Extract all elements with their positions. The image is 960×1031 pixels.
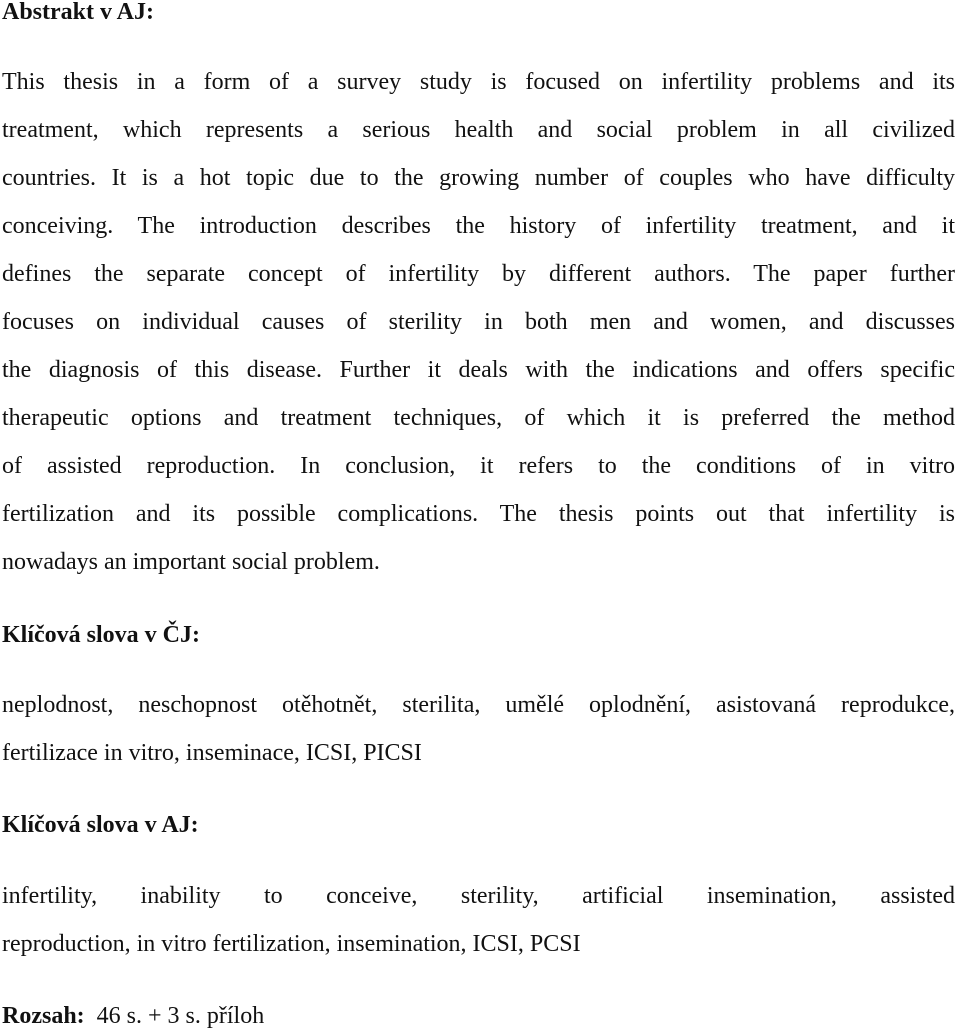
keywords-cz-line: fertilizace in vitro, inseminace, ICSI, PICSI	[2, 740, 422, 766]
abstract-line: the diagnosis of this disease. Further it deals with the indications and offers specific	[2, 357, 955, 383]
abstract-heading: Abstrakt v AJ:	[2, 0, 155, 25]
abstract-line: countries. It is a hot topic due to the growing number of couples who have difficulty	[2, 165, 955, 191]
keywords-cz-line: neplodnost, neschopnost otěhotnět, sterilita, umělé oplodnění, asistovaná reprodukce,	[2, 692, 955, 718]
scope-value: 46 s. + 3 s. příloh	[96, 1003, 265, 1029]
abstract-line: therapeutic options and treatment techniques, of which it is preferred the method	[2, 405, 955, 431]
abstract-line: conceiving. The introduction describes the history of infertility treatment, and it	[2, 213, 955, 239]
keywords-cz-heading: Klíčová slova v ČJ:	[2, 622, 200, 648]
abstract-line: of assisted reproduction. In conclusion, it refers to the conditions of in vitro	[2, 453, 955, 479]
keywords-en-heading: Klíčová slova v AJ:	[2, 812, 199, 838]
keywords-en-line: infertility, inability to conceive, sterility, artificial insemination, assisted	[2, 883, 955, 909]
abstract-line: fertilization and its possible complications. The thesis points out that infertility is	[2, 501, 955, 527]
abstract-line: focuses on individual causes of sterility in both men and women, and discusses	[2, 309, 955, 335]
scope-line	[2, 1001, 264, 1031]
abstract-line: This thesis in a form of a survey study is focused on infertility problems and its	[2, 69, 955, 95]
abstract-line: defines the separate concept of infertility by different authors. The paper further	[2, 261, 955, 287]
keywords-en-line: reproduction, in vitro fertilization, insemination, ICSI, PCSI	[2, 931, 581, 957]
keywords-cz-list	[2, 681, 955, 777]
abstract-paragraph	[2, 58, 955, 586]
scope-label: Rozsah:	[2, 1003, 85, 1029]
abstract-line: treatment, which represents a serious health and social problem in all civilized	[2, 117, 955, 143]
abstract-line: nowadays an important social problem.	[2, 549, 380, 575]
keywords-en-list	[2, 872, 955, 968]
